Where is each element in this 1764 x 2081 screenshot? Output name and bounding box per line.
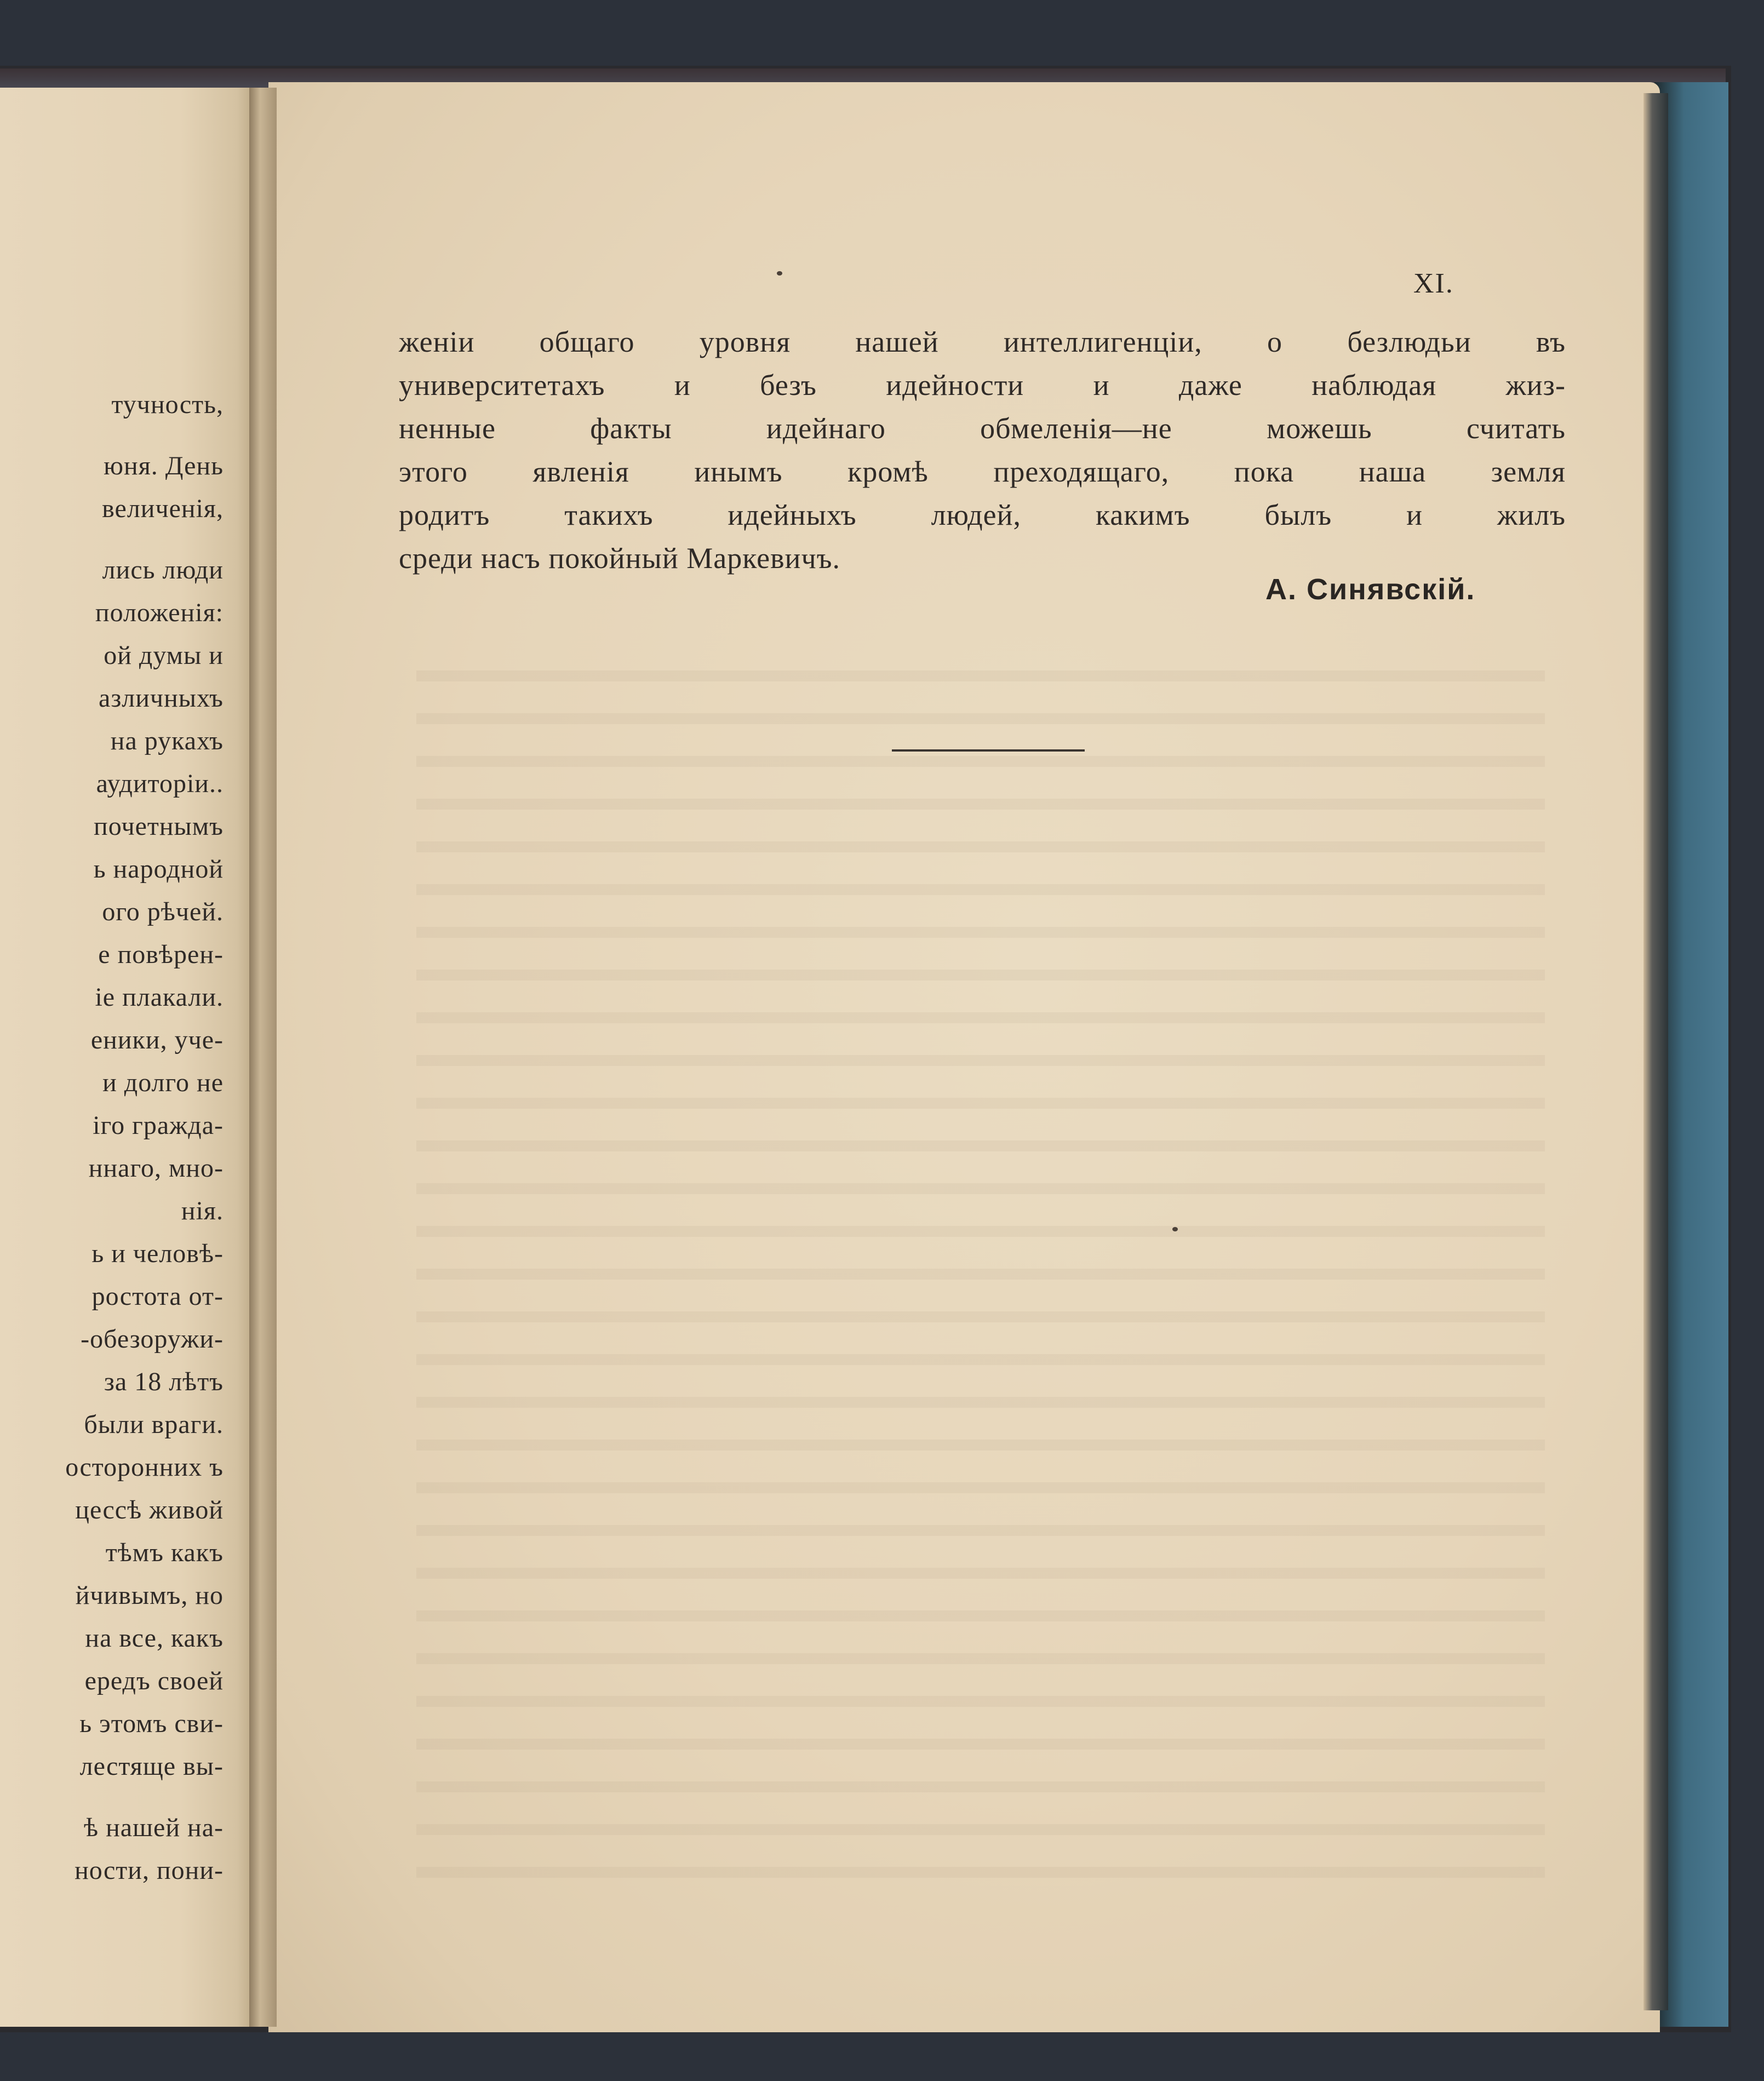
text-line: этого явленія инымъ кромѣ преходящаго, пока наша земля [399, 455, 1566, 488]
left-page-line: ннаго, мно- [88, 1154, 224, 1183]
ink-speck [1172, 1227, 1178, 1231]
left-page-line [0, 530, 224, 549]
left-page-line: ростота от- [91, 1282, 224, 1311]
left-page-line: ь этомъ сви- [79, 1709, 224, 1738]
left-page-text [0, 383, 224, 1892]
left-page-line: йчивымъ, но [75, 1581, 224, 1610]
author-signature: А. Синявскій. [1265, 573, 1476, 606]
left-page-line: ь и человѣ- [91, 1239, 224, 1268]
left-page-line: осторонних ъ [65, 1453, 224, 1482]
text-line: университетахъ и безъ идейности и даже наблюдая жиз- [399, 369, 1566, 402]
left-page-line: положенія: [95, 598, 224, 627]
body-paragraph [399, 320, 1566, 580]
left-page-line: -обезоружи- [81, 1325, 224, 1354]
left-page-line: іго гражда- [93, 1111, 224, 1140]
left-page-line: на все, какъ [85, 1624, 224, 1653]
left-page-line: юня. День [104, 451, 224, 480]
left-page-line: и долго не [102, 1068, 224, 1097]
left-page-line: е повѣрен- [98, 940, 224, 969]
left-page-line: почетнымъ [94, 812, 224, 841]
left-page-line: на рукахъ [110, 726, 224, 755]
text-line: среди насъ покойный Маркевичъ. [399, 542, 841, 575]
left-page-line: еники, уче- [90, 1025, 224, 1054]
page-edge [1643, 93, 1668, 2010]
left-page-line: ности, пони- [75, 1856, 224, 1885]
section-divider-rule [892, 749, 1085, 752]
show-through-texture [416, 646, 1545, 1879]
text-line: женіи общаго уровня нашей интеллигенціи, о безлюдьи въ [399, 325, 1566, 358]
left-page-line: ередъ своей [84, 1666, 224, 1695]
text-line: родитъ такихъ идейныхъ людей, какимъ былъ и жилъ [399, 498, 1566, 531]
left-page-line: іе плакали. [95, 983, 224, 1012]
left-page [0, 88, 257, 2027]
left-page-line [0, 1788, 224, 1807]
left-page-line: тѣмъ какъ [105, 1538, 224, 1567]
text-line: ненные факты идейнаго обмеленія—не можешь считать [399, 412, 1566, 445]
left-page-line [0, 426, 224, 445]
page-number: XI. [1413, 268, 1454, 299]
left-page-line: величенія, [102, 494, 224, 523]
left-page-line: ой думы и [104, 641, 224, 670]
book-gutter [249, 88, 277, 2027]
left-page-line: за 18 лѣтъ [104, 1367, 224, 1396]
left-page-line: ого рѣчей. [102, 897, 224, 926]
left-page-line: ь народной [93, 855, 224, 884]
left-page-line: были враги. [84, 1410, 224, 1439]
left-page-line: тучность, [111, 390, 224, 419]
left-page-line: ѣ нашей на- [84, 1813, 224, 1842]
left-page-line: лестяще вы- [79, 1752, 224, 1781]
left-page-line: аудиторіи.. [96, 769, 224, 798]
ink-speck [777, 271, 782, 276]
left-page-line: азличныхъ [99, 684, 224, 713]
left-page-line: нія. [181, 1196, 224, 1225]
left-page-line: цессѣ живой [75, 1495, 224, 1524]
left-page-line: лись люди [102, 555, 224, 584]
